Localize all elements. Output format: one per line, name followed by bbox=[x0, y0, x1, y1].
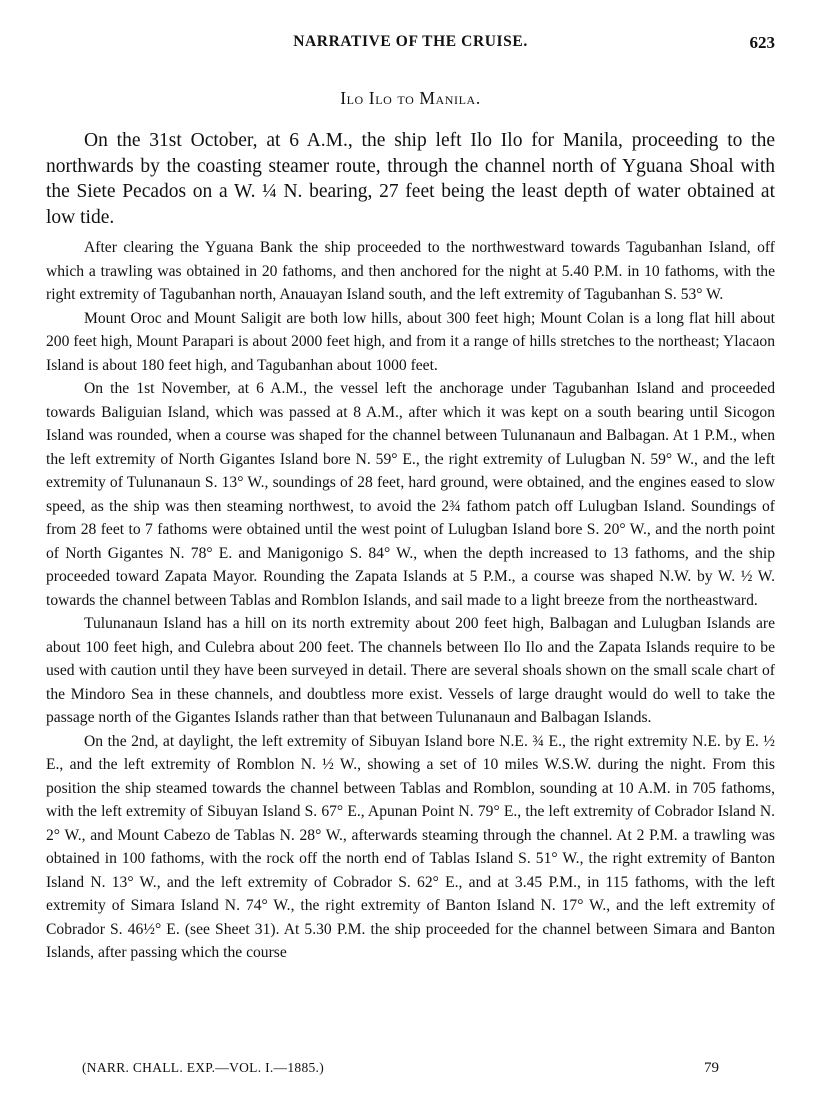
section-title-text: Ilo Ilo to Manila. bbox=[340, 88, 481, 108]
paragraph-lead: On the 31st October, at 6 A.M., the ship left Ilo Ilo for Manila, proceeding to the northwards by the coasting steamer route, through the channel north of Yguana Shoal with the Siete Pecados on a W. ¼ N. bearing, 27 feet being the least depth of water obtained at low tide. bbox=[46, 130, 775, 228]
paragraph: Mount Oroc and Mount Saligit are both low hills, about 300 feet high; Mount Colan is a long flat hill about 200 feet high, Mount Parapari is about 2000 feet high, and from it a range of hills stretches to the northeast; Ylacaon Island is about 180 feet high, and Tagubanhan about 1000 feet. bbox=[46, 309, 775, 374]
paragraph: On the 2nd, at daylight, the left extremity of Sibuyan Island bore N.E. ¾ E., the right extremity N.E. by E. ½ E., and the left extremity of Romblon N. ½ W., showing a set of 10 miles W.S.W. during the night. From this position the ship steamed towards the channel between Tablas and Romblon, sounding at 10 A.M. in 705 fathoms, with the left extremity of Sibuyan Island S. 67° E., Apunan Point N. 79° E., the left extremity of Cobrador Island N. 2° W., and Mount Cabezo de Tablas N. 28° W., afterwards steaming through the channel. At 2 P.M. a trawling was obtained in 100 fathoms, with the rock off the north end of Tablas Island S. 51° W., the right extremity of Banton Island N. 13° W., and the left extremity of Cobrador S. 62° E., and at 3.45 P.M., in 115 fathoms, with the left extremity of Simara Island N. 74° W., the right extremity of Banton Island N. 17° W., and the left extremity of Cobrador S. 46½° E. (see Sheet 31). At 5.30 P.M. the ship proceeded for the channel between Simara and Banton Islands, after passing which the course bbox=[46, 732, 775, 961]
footer-citation: (NARR. CHALL. EXP.—VOL. I.—1885.) bbox=[82, 1060, 325, 1075]
body-text bbox=[46, 128, 775, 965]
paragraph: After clearing the Yguana Bank the ship proceeded to the northwestward towards Tagubanhan Island, off which a trawling was obtained in 20 fathoms, and then anchored for the night at 5.40 P.M. in 10 fathoms, with the right extremity of Tagubanhan north, Anauayan Island south, and the left extremity of Tagubanhan S. 53° W. bbox=[46, 239, 775, 303]
running-head-title: NARRATIVE OF THE CRUISE. bbox=[293, 33, 528, 50]
page-footer bbox=[46, 1060, 775, 1082]
paragraph: On the 1st November, at 6 A.M., the vessel left the anchorage under Tagubanhan Island and proceeded towards Baliguian Island, which was passed at 8 A.M., after which it was kept on a south bearing until Sicogon Island was rounded, when a course was shaped for the channel between Tulunanaun and Balbagan. At 1 P.M., when the left extremity of North Gigantes Island bore N. 59° E., the right extremity of Lulugban N. 59° W., and the left extremity of Tulunanaun S. 13° W., soundings of 28 feet, hard ground, were obtained, and the engines eased to slow speed, as the ship was then steaming northwest, to avoid the 2¾ fathom patch off Lulugban Island. Soundings of from 28 feet to 7 fathoms were obtained until the west point of Lulugban Island bore S. 20° W., and the north point of North Gigantes N. 78° E. and Manigonigo S. 84° W., when the depth increased to 13 fathoms, and the ship proceeded toward Zapata Mayor. Rounding the Zapata Islands at 5 P.M., a course was shaped N.W. by W. ½ W. towards the channel between Tablas and Romblon Islands, and sail made to a light breeze from the northeastward. bbox=[46, 380, 775, 609]
running-head bbox=[46, 33, 775, 57]
signature-mark: 79 bbox=[704, 1060, 719, 1076]
section-title bbox=[46, 88, 775, 109]
page-number: 623 bbox=[749, 33, 775, 52]
paragraph: Tulunanaun Island has a hill on its north extremity about 200 feet high, Balbagan and Lulugban Islands are about 100 feet high, and Culebra about 200 feet. The channels between Ilo Ilo and the Zapata Islands require to be used with caution until they have been surveyed in detail. There are several shoals shown on the small scale chart of the Mindoro Sea in these channels, and doubtless more exist. Vessels of large draught would do well to take the passage north of the Gigantes Islands rather than that between Tulunanaun and Balbagan Islands. bbox=[46, 615, 775, 726]
